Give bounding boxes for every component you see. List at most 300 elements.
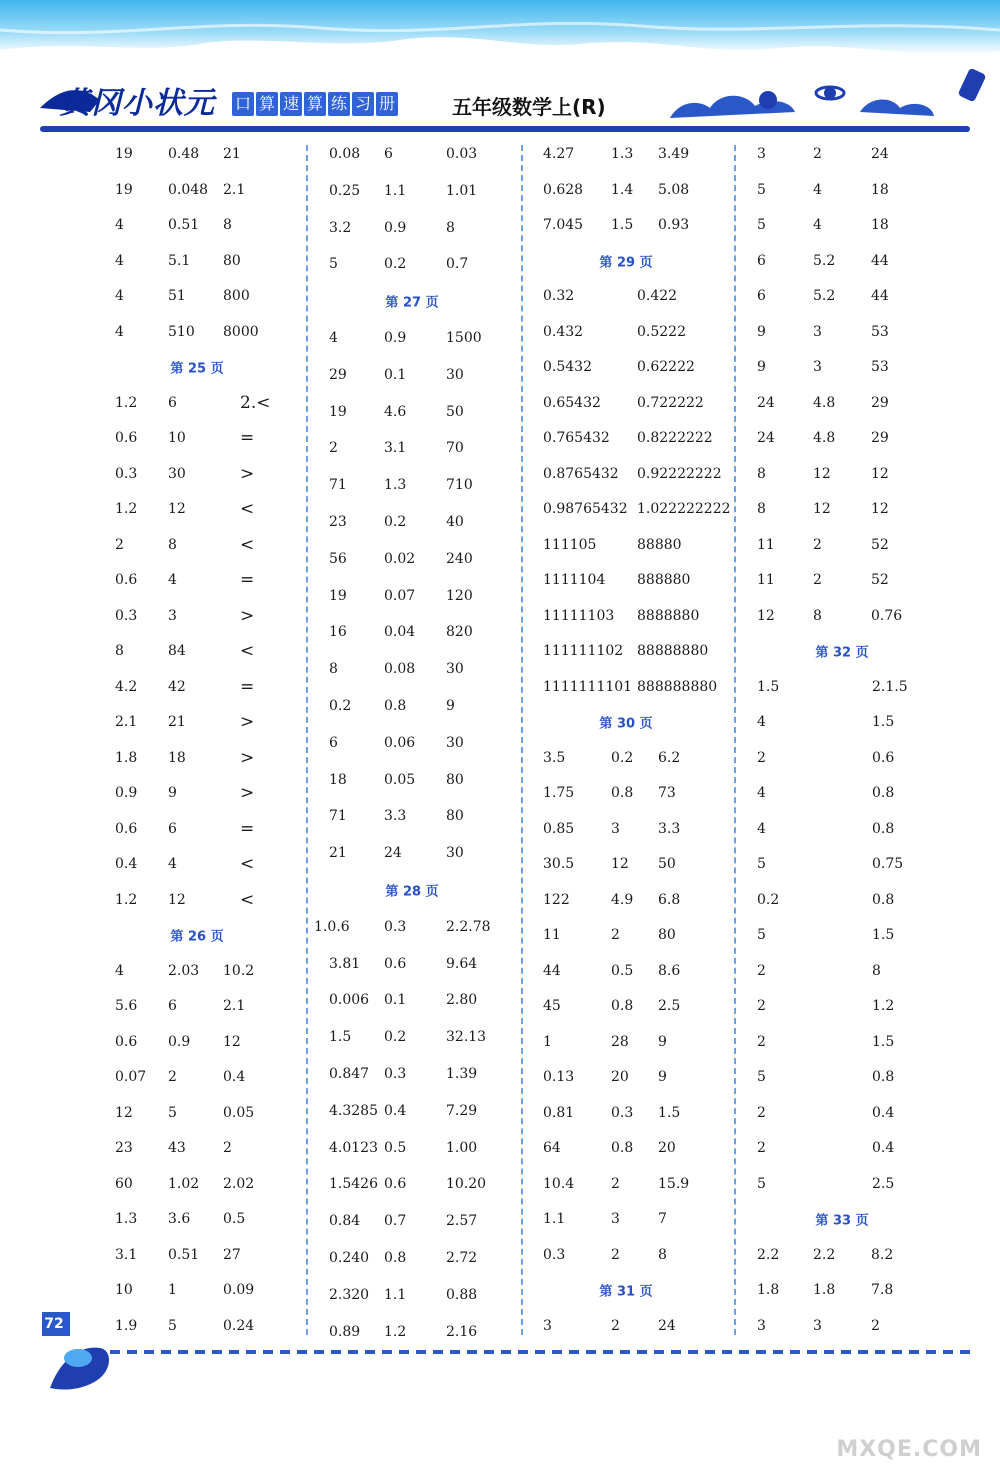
answer-value: 9: [658, 1033, 667, 1050]
answer-value: 0.08: [329, 146, 361, 162]
answer-value: 1.5: [329, 1029, 352, 1046]
answer-value: 8.6: [658, 962, 681, 979]
answer-value: 2: [757, 1033, 766, 1050]
answer-value: 5.2: [813, 252, 836, 269]
answer-value: 3.81: [329, 955, 361, 972]
answer-value: 6.8: [658, 891, 681, 908]
answer-value: 8: [223, 217, 232, 233]
answer-value: 0.05: [223, 1104, 255, 1121]
page-section-heading: 第 25 页: [170, 361, 224, 377]
answer-value: 1.5426: [329, 1176, 378, 1193]
answer-value: 0.7: [446, 256, 469, 273]
answer-value: 4: [813, 217, 822, 233]
answer-value: 0.7: [384, 1213, 407, 1230]
answer-value: 800: [223, 288, 250, 304]
answer-value: 1.8: [115, 749, 138, 766]
answer-value: 30: [446, 366, 464, 383]
series-char: 练: [328, 92, 350, 116]
answer-value: 24: [658, 1317, 676, 1334]
answer-value: 10.2: [223, 962, 255, 979]
answer-value: 6: [168, 394, 177, 411]
answer-value: 3.1: [384, 440, 407, 457]
answer-value: 0.89: [329, 1323, 361, 1340]
answer-value: 84: [168, 643, 186, 659]
answer-value: 8: [757, 465, 766, 482]
answer-value: 23: [115, 1140, 133, 1156]
answer-value: 0.9: [115, 785, 138, 801]
answer-value: 1: [543, 1033, 552, 1050]
answer-value: 0.2: [611, 749, 634, 766]
answer-value: 0.03: [446, 146, 478, 162]
page-section-heading: 第 30 页: [599, 716, 653, 732]
answer-value: 0.02: [384, 550, 416, 567]
answer-value: 5.1: [168, 252, 191, 269]
answer-value: 64: [543, 1140, 561, 1156]
answer-value: 3: [757, 146, 766, 162]
answer-value: 5: [757, 181, 766, 198]
answer-value: 5: [168, 1317, 177, 1334]
page-section-heading: 第 27 页: [385, 295, 439, 311]
answer-value: 30: [446, 661, 464, 678]
answer-value: 0.6: [384, 1176, 407, 1193]
answer-value: 0.4: [872, 1140, 895, 1156]
answer-value: 9.64: [446, 955, 478, 972]
answer-value: 11: [757, 572, 775, 588]
answer-value: 1: [168, 1282, 177, 1298]
answer-value: 0.5: [223, 1211, 246, 1227]
answer-value: 45: [543, 998, 561, 1014]
answer-value: 9: [757, 359, 766, 375]
answer-value: 12: [115, 1104, 133, 1121]
answer-value: 12: [871, 501, 889, 517]
answer-value: 2: [115, 536, 124, 553]
answer-value: 0.765432: [543, 430, 610, 446]
answer-value: 10: [168, 430, 186, 446]
page-section-heading: 第 29 页: [599, 255, 653, 270]
answer-value: 42: [168, 678, 186, 695]
answer-value: 9: [446, 698, 455, 714]
answer-value: 0.07: [384, 587, 416, 604]
answer-value: 2: [611, 1317, 620, 1334]
answer-value: 0.84: [329, 1213, 361, 1230]
answer-value: 3.6: [168, 1211, 191, 1227]
column-divider: [734, 145, 736, 1335]
answer-value: 0.2: [384, 256, 407, 273]
answer-value: 0.8: [611, 998, 634, 1014]
answer-value: 60: [115, 1175, 133, 1192]
series-char: 算: [256, 92, 278, 116]
answer-value: 2.2: [757, 1246, 780, 1263]
answer-value: <: [240, 499, 255, 519]
answer-value: 0.25: [329, 182, 361, 199]
answer-value: 0.2: [384, 1029, 407, 1046]
answer-value: 0.92222222: [637, 465, 722, 482]
answer-value: 12: [611, 856, 629, 872]
answer-value: 12: [757, 607, 775, 624]
answer-value: 12: [871, 465, 889, 482]
answer-value: 8.2: [871, 1246, 894, 1263]
answer-value: 3.2: [329, 219, 352, 236]
answer-value: 7.045: [543, 217, 584, 233]
answer-value: <: [240, 854, 255, 874]
answer-value: 12: [813, 501, 831, 517]
page-section-heading: 第 26 页: [170, 929, 224, 945]
answer-value: 0.4: [872, 1104, 895, 1121]
answer-value: 3: [168, 607, 177, 624]
answer-value: 8000: [223, 323, 259, 340]
answer-value: 4: [115, 962, 124, 979]
answer-value: 50: [446, 403, 464, 420]
answer-value: 0.6: [115, 572, 138, 588]
answer-value: 0.8: [872, 1069, 895, 1085]
answer-value: 1.5: [658, 1104, 681, 1121]
answer-value: 10.20: [446, 1176, 487, 1193]
answer-value: 24: [757, 394, 775, 411]
answer-value: 4: [115, 288, 124, 304]
answer-value: 1.8: [757, 1282, 780, 1298]
grade-title: 五年级数学上(R): [452, 95, 606, 119]
answer-value: 3: [543, 1317, 552, 1334]
answer-value: 4.8: [813, 394, 836, 411]
answer-value: <: [240, 889, 255, 910]
answer-value: 0.8: [384, 698, 407, 714]
answer-value: 3: [813, 1317, 822, 1334]
answer-value: 28: [611, 1033, 629, 1050]
answer-value: 0.08: [384, 661, 416, 678]
answer-value: 8: [168, 536, 177, 553]
answer-value: 1111111101: [543, 678, 633, 695]
answer-value: 2: [611, 927, 620, 943]
answer-value: 1.00: [446, 1139, 478, 1156]
answer-value: 19: [329, 403, 347, 420]
answer-value: 3: [611, 1211, 620, 1227]
answer-value: 0.6: [384, 955, 407, 972]
answer-value: 24: [871, 146, 889, 162]
answer-value: 2: [871, 1317, 880, 1334]
answer-value: 1.5: [872, 1033, 895, 1050]
answer-value: 3.3: [658, 820, 681, 837]
answer-value: 1.8: [813, 1282, 836, 1298]
answer-value: 0.8: [872, 891, 895, 908]
answer-value: 1.1: [384, 1286, 407, 1303]
answer-value: 3: [757, 1317, 766, 1334]
answer-value: 120: [446, 587, 473, 604]
answer-value: 0.3: [115, 607, 138, 624]
answer-value: 11: [543, 927, 561, 943]
answer-value: 1.39: [446, 1066, 478, 1082]
answer-value: 24: [384, 845, 402, 862]
answer-value: 3.3: [384, 808, 407, 825]
answer-value: 3.1: [115, 1246, 138, 1263]
answer-value: 52: [871, 536, 889, 553]
answer-value: 5: [329, 256, 338, 273]
answer-value: 0.51: [168, 217, 200, 233]
answer-value: 10: [115, 1282, 133, 1298]
answer-value: 24: [757, 430, 775, 446]
page-number: 72: [44, 1316, 64, 1332]
series-char: 习: [352, 92, 374, 116]
page-section-heading: 第 32 页: [815, 645, 869, 661]
answer-value: 0.76: [871, 607, 903, 624]
answer-value: 2.2.78: [446, 918, 491, 935]
answer-value: 0.32: [543, 288, 575, 304]
answer-value: 88880: [637, 536, 682, 553]
answer-value: 7: [658, 1211, 667, 1227]
answer-value: 111105: [543, 536, 597, 553]
answer-value: 0.09: [223, 1282, 255, 1298]
answer-value: 2: [223, 1140, 232, 1156]
answer-value: 7.29: [446, 1102, 478, 1119]
answer-value: 0.3: [611, 1104, 634, 1121]
answer-value: 80: [446, 771, 464, 788]
answer-value: 6.2: [658, 749, 681, 766]
answer-value: 12: [223, 1033, 241, 1050]
column-divider: [306, 145, 308, 1335]
answer-value: 0.3: [543, 1246, 566, 1263]
answer-value: <: [240, 534, 255, 555]
answer-value: 2.2: [813, 1246, 836, 1263]
answer-value: 44: [543, 962, 561, 979]
answer-value: 1.9: [115, 1317, 138, 1334]
answer-value: 2.1.5: [872, 678, 908, 695]
answer-value: 2: [757, 962, 766, 979]
answer-value: 21: [223, 146, 241, 162]
answer-value: 4: [757, 785, 766, 801]
answer-value: 0.5: [611, 962, 634, 979]
answer-value: 111111102: [543, 643, 624, 659]
answer-value: 44: [871, 288, 889, 304]
answer-value: 0.2: [757, 891, 780, 908]
answer-value: 2: [813, 572, 822, 588]
answer-value: 1.75: [543, 785, 575, 801]
answer-value: 0.2: [384, 514, 407, 530]
answer-value: 30: [168, 465, 186, 482]
answer-value: 0.722222: [637, 394, 704, 411]
answer-value: 71: [329, 808, 347, 825]
answer-value: 0.847: [329, 1066, 370, 1082]
answer-value: 1.5: [611, 217, 634, 233]
answer-value: 30: [446, 845, 464, 862]
answer-value: 3: [813, 323, 822, 340]
answer-value: 0.93: [658, 217, 690, 233]
answer-value: 0.8: [611, 1140, 634, 1156]
answer-value: 3.49: [658, 146, 690, 162]
answer-value: 0.4: [384, 1102, 407, 1119]
answer-value: 888880: [637, 572, 691, 588]
answer-value: 4: [813, 181, 822, 198]
watermark: MXQE.COM: [836, 1437, 982, 1462]
answer-value: 53: [871, 323, 889, 340]
answer-value: 1.2: [115, 501, 138, 517]
answer-value: 0.3: [115, 465, 138, 482]
answer-value: 4: [329, 330, 338, 346]
answer-value: 0.62222: [637, 359, 695, 375]
answer-value: 510: [168, 323, 195, 340]
answer-value: 18: [871, 181, 889, 198]
answer-value: 0.88: [446, 1286, 478, 1303]
answer-value: 6: [384, 146, 393, 162]
answer-value: 1.3: [384, 477, 407, 494]
answer-value: 52: [871, 572, 889, 588]
answer-value: 19: [115, 181, 133, 198]
answer-value: 2: [611, 1175, 620, 1192]
answer-value: 2: [757, 1104, 766, 1121]
answer-value: 29: [329, 366, 347, 383]
answer-value: 4: [115, 252, 124, 269]
answer-value: 5: [757, 1069, 766, 1085]
answer-value: 80: [658, 927, 676, 943]
answer-value: 1.4: [611, 181, 634, 198]
answer-value: 8: [115, 643, 124, 659]
answer-value: 0.628: [543, 181, 584, 198]
answer-value: 0.3: [384, 1066, 407, 1082]
answer-value: 71: [329, 477, 347, 494]
answer-value: 0.07: [115, 1069, 147, 1085]
answer-value: 0.85: [543, 820, 575, 837]
answer-value: >: [240, 747, 255, 768]
answer-value: 3.5: [543, 749, 566, 766]
answer-value: 0.75: [872, 856, 904, 872]
answer-value: 18: [168, 749, 186, 766]
page-section-heading: 第 28 页: [385, 884, 439, 900]
answer-value: 0.8: [872, 820, 895, 837]
answer-value: 32.13: [446, 1029, 487, 1046]
answer-value: 0.48: [168, 146, 200, 162]
answer-value: 0.8765432: [543, 465, 619, 482]
column-divider: [521, 145, 523, 1335]
answer-value: 0.8: [384, 1250, 407, 1266]
answer-value: 80: [446, 808, 464, 825]
answer-value: 2.320: [329, 1286, 370, 1303]
answer-value: 240: [446, 550, 473, 567]
answer-value: 4.2: [115, 678, 138, 695]
answer-value: 888888880: [637, 678, 718, 695]
answer-value: 8: [658, 1246, 667, 1263]
answer-value: 8: [329, 661, 338, 678]
answer-value: 1.1: [384, 182, 407, 199]
answer-value: =: [240, 818, 255, 839]
answer-value: 21: [329, 845, 347, 862]
answer-value: 6: [757, 252, 766, 269]
answer-value: 4: [168, 572, 177, 588]
answer-value: 19: [329, 587, 347, 604]
answer-value: 1.5: [872, 714, 895, 730]
answer-value: 1.02: [168, 1175, 200, 1192]
answer-value: 30: [446, 734, 464, 751]
answer-value: 70: [446, 440, 464, 457]
answer-value: 0.006: [329, 992, 370, 1009]
answer-value: 2: [813, 536, 822, 553]
answer-value: 4.8: [813, 430, 836, 446]
answer-value: 0.048: [168, 181, 209, 198]
answer-value: 5.08: [658, 181, 690, 198]
answer-value: <: [240, 641, 255, 661]
answer-value: 0.8: [611, 785, 634, 801]
answer-value: 5: [757, 1175, 766, 1192]
answer-value: 0.2: [329, 698, 352, 714]
series-char: 算: [304, 92, 326, 116]
answer-value: 20: [611, 1069, 629, 1085]
answer-value: 0.5432: [543, 359, 592, 375]
answer-value: 2: [757, 1140, 766, 1156]
answer-value: 5: [168, 1104, 177, 1121]
answer-value: 4.27: [543, 146, 575, 162]
answer-value: 8: [757, 501, 766, 517]
answer-value: 820: [446, 624, 473, 641]
footer-decoration: [0, 1300, 1000, 1400]
answer-value: 2.57: [446, 1213, 478, 1230]
series-char: 速: [280, 92, 302, 116]
answer-value: 40: [446, 514, 464, 530]
answer-value: 0.6: [115, 430, 138, 446]
answer-value: 2.72: [446, 1250, 478, 1266]
answer-value: 0.51: [168, 1246, 200, 1263]
answer-value: 2.16: [446, 1323, 478, 1340]
answer-value: 2.1: [223, 181, 246, 198]
answer-value: 0.06: [384, 734, 416, 751]
answer-value: 21: [168, 714, 186, 730]
answer-value: 73: [658, 785, 676, 801]
answer-value: 19: [115, 146, 133, 162]
answer-value: 56: [329, 550, 347, 567]
answer-value: 1.01: [446, 182, 478, 199]
answer-value: 8: [813, 607, 822, 624]
answer-value: 0.432: [543, 323, 584, 340]
answer-value: 6: [168, 998, 177, 1014]
answer-value: 0.65432: [543, 394, 601, 411]
series-title: [232, 92, 398, 116]
answer-value: 5.2: [813, 288, 836, 304]
answer-value: 2: [329, 440, 338, 457]
answer-value: 0.8: [872, 785, 895, 801]
page-section-heading: 第 31 页: [599, 1284, 653, 1300]
answer-value: 2.1: [223, 998, 246, 1014]
answer-value: 11111103: [543, 607, 615, 624]
answer-value: >: [240, 605, 255, 626]
page-section-heading: 第 33 页: [815, 1213, 869, 1229]
answer-value: 12: [813, 465, 831, 482]
answer-value: 2.02: [223, 1175, 255, 1192]
answer-value: 51: [168, 288, 186, 304]
answer-value: 5: [757, 927, 766, 943]
answer-value: 1.2: [384, 1323, 407, 1340]
answer-value: 23: [329, 514, 347, 530]
answer-value: 0.6: [115, 1033, 138, 1050]
answer-value: 6: [329, 734, 338, 751]
answer-value: 0.3: [384, 918, 407, 935]
answer-value: 5.6: [115, 998, 138, 1014]
answer-value: 16: [329, 624, 347, 641]
series-char: 口: [232, 92, 254, 116]
answer-value: 0.9: [384, 219, 407, 236]
answer-value: 5: [757, 856, 766, 872]
answer-value: 8: [872, 962, 881, 979]
answer-value: 4.9: [611, 891, 634, 908]
answer-value: 1.1: [543, 1211, 566, 1227]
answer-value: 122: [543, 891, 570, 908]
answer-value: 1.3: [611, 146, 634, 162]
answer-value: 0.04: [384, 624, 416, 641]
answer-value: 88888880: [637, 643, 709, 659]
answer-value: 0.4: [115, 856, 138, 872]
answer-value: 2.80: [446, 992, 478, 1009]
answer-value: 0.4: [223, 1069, 246, 1085]
answer-value: 27: [223, 1246, 241, 1263]
answer-value: 1.0.6: [314, 918, 350, 935]
answer-value: 20: [658, 1140, 676, 1156]
answer-value: 8: [446, 219, 455, 236]
answer-value: >: [240, 463, 255, 484]
